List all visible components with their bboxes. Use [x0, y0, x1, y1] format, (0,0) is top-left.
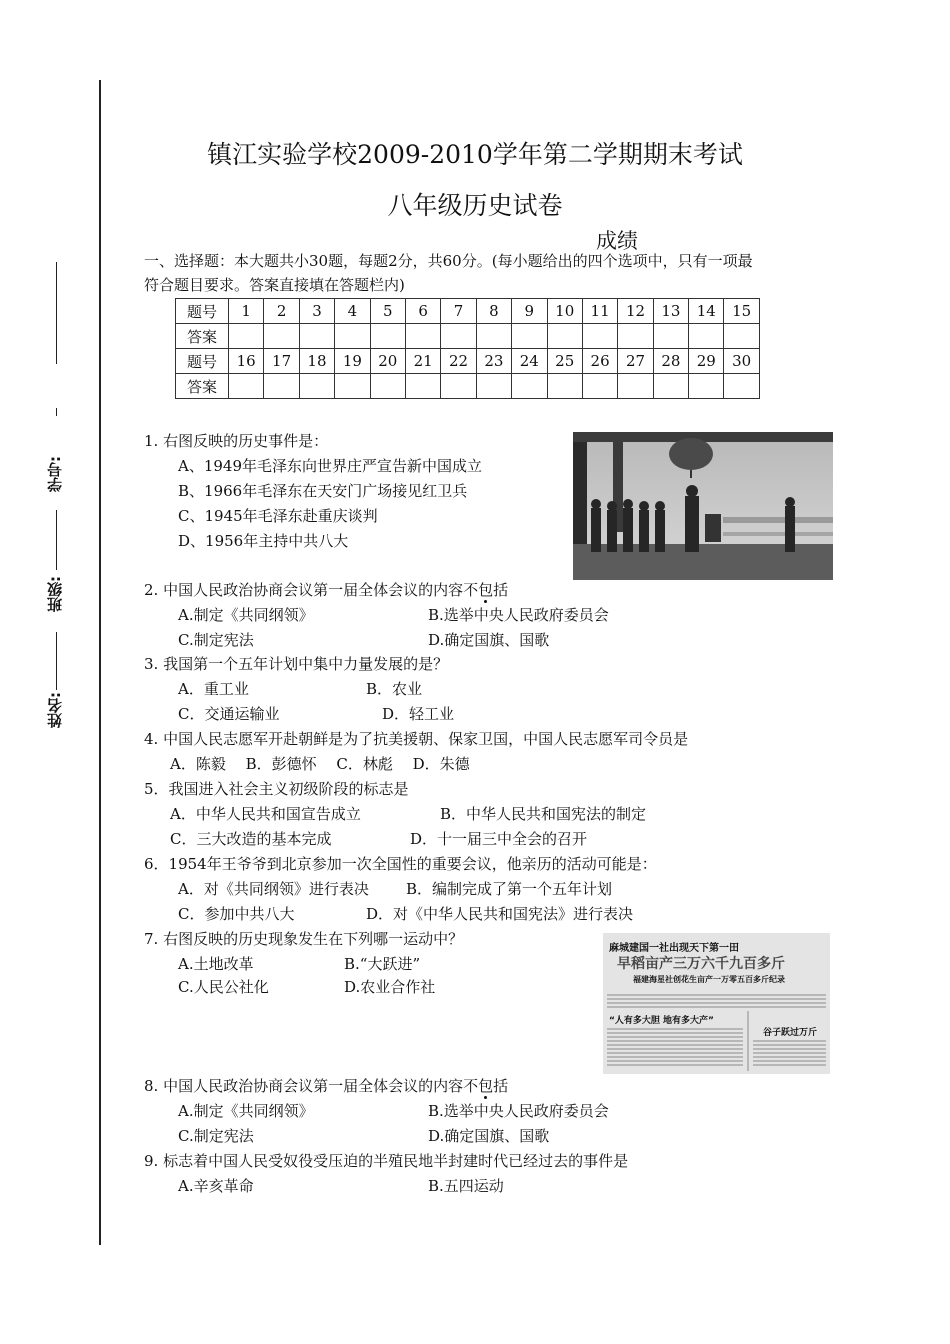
newspaper-headline-2: 早稻亩产三万六千九百多斤 [617, 956, 785, 972]
id-label: 学号: [46, 456, 64, 492]
answer-cell[interactable] [441, 324, 476, 349]
q2-option-c: C.制定宪法 [178, 631, 254, 649]
answer-cell[interactable] [405, 374, 440, 399]
question-number: 8 [476, 299, 511, 324]
q5-stem: 5．我国进入社会主义初级阶段的标志是 [144, 780, 409, 798]
number-row-1 [176, 299, 760, 324]
q2-option-a: A.制定《共同纲领》 [178, 606, 314, 624]
question-number: 16 [229, 349, 264, 374]
question-number: 25 [547, 349, 582, 374]
answer-cell[interactable] [441, 374, 476, 399]
exam-title: 镇江实验学校2009-2010学年第二学期期末考试 [207, 140, 743, 169]
q1-option-a: A、1949年毛泽东向世界庄严宣告新中国成立 [178, 457, 483, 475]
newspaper-headline-1: 麻城建国一社出现天下第一田 [609, 943, 739, 954]
answer-cell[interactable] [582, 324, 617, 349]
q5-option-a: A．中华人民共和国宣告成立 [170, 805, 361, 823]
answer-cell[interactable] [476, 374, 511, 399]
exam-subtitle: 八年级历史试卷 [387, 191, 563, 220]
answer-cell[interactable] [264, 374, 299, 399]
row-header-answer: 答案 [176, 324, 229, 349]
question-number: 1 [229, 299, 264, 324]
q3-option-b: B．农业 [366, 680, 423, 698]
question-number: 17 [264, 349, 299, 374]
answer-cell[interactable] [512, 374, 547, 399]
answer-cell[interactable] [582, 374, 617, 399]
id-tick [56, 408, 57, 416]
question-number: 29 [689, 349, 724, 374]
question-number: 13 [653, 299, 688, 324]
id-underline [56, 262, 57, 364]
question-number: 10 [547, 299, 582, 324]
q9-stem: 9. 标志着中国人民受奴役受压迫的半殖民地半封建时代已经过去的事件是 [144, 1152, 629, 1170]
answer-grid [175, 298, 760, 399]
q6-option-d: D．对《中华人民共和国宪法》进行表决 [366, 905, 634, 923]
question-number: 15 [724, 299, 759, 324]
q2-stem-emphasis: 不包括 [463, 581, 509, 599]
q1-option-c: C、1945年毛泽东赴重庆谈判 [178, 507, 378, 525]
question-number: 26 [582, 349, 617, 374]
answer-cell[interactable] [724, 374, 759, 399]
q3-option-c: C．交通运输业 [178, 705, 280, 723]
question-number: 21 [405, 349, 440, 374]
q4-stem: 4. 中国人民志愿军开赴朝鲜是为了抗美援朝、保家卫国，中国人民志愿军司令员是 [144, 730, 689, 748]
question-number: 14 [689, 299, 724, 324]
answer-cell[interactable] [229, 324, 264, 349]
question-number: 20 [370, 349, 405, 374]
answer-cell[interactable] [724, 324, 759, 349]
question-number: 6 [405, 299, 440, 324]
row-header-number: 题号 [176, 299, 229, 324]
q6-option-b: B．编制完成了第一个五年计划 [406, 880, 613, 898]
question-number: 5 [370, 299, 405, 324]
question-number: 3 [299, 299, 334, 324]
question-number: 4 [335, 299, 370, 324]
q7-stem: 7. 右图反映的历史现象发生在下列哪一运动中？ [144, 930, 464, 948]
q5-option-b: B．中华人民共和国宪法的制定 [440, 805, 647, 823]
question-number: 11 [582, 299, 617, 324]
newspaper-subhead-2: 谷子跃过万斤 [763, 1028, 818, 1038]
q8-stem [144, 1076, 508, 1096]
class-underline [56, 510, 57, 570]
q2-stem [144, 580, 508, 600]
question-number: 24 [512, 349, 547, 374]
q6-stem: 6．1954年王爷爷到北京参加一次全国性的重要会议，他亲历的活动可能是： [144, 855, 657, 873]
answer-cell[interactable] [370, 324, 405, 349]
answer-row-2 [176, 374, 760, 399]
newspaper-subhead-1: “人有多大胆 地有多大产” [609, 1016, 714, 1026]
q3-option-d: D．轻工业 [382, 705, 455, 723]
q2-option-b: B.选举中央人民政府委员会 [428, 606, 609, 624]
q1-historical-photo [573, 432, 833, 580]
question-number: 22 [441, 349, 476, 374]
q2-option-d: D.确定国旗、国歌 [428, 631, 550, 649]
question-number: 28 [653, 349, 688, 374]
q7-option-d: D.农业合作社 [344, 978, 436, 996]
q1-option-b: B、1966年毛泽东在天安门广场接见红卫兵 [178, 482, 468, 500]
q8-option-c: C.制定宪法 [178, 1127, 254, 1145]
answer-cell[interactable] [547, 374, 582, 399]
question-number: 30 [724, 349, 759, 374]
answer-cell[interactable] [476, 324, 511, 349]
q8-option-a: A.制定《共同纲领》 [178, 1102, 314, 1120]
q8-option-b: B.选举中央人民政府委员会 [428, 1102, 609, 1120]
q6-option-c: C．参加中共八大 [178, 905, 295, 923]
answer-cell[interactable] [547, 324, 582, 349]
section-instructions-line1: 一、选择题：本大题共小30题，每题2分，共60分。(每小题给出的四个选项中，只有一项最 [144, 252, 753, 270]
answer-cell[interactable] [653, 374, 688, 399]
q2-stem-text: 2. 中国人民政治协商会议第一届全体会议的内容 [144, 581, 464, 599]
q6-option-a: A．对《共同纲领》进行表决 [178, 880, 369, 898]
q1-stem: 1. 右图反映的历史事件是： [144, 432, 329, 450]
answer-row-1 [176, 324, 760, 349]
answer-cell[interactable] [299, 324, 334, 349]
row-header-answer: 答案 [176, 374, 229, 399]
q7-option-c: C.人民公社化 [178, 978, 269, 996]
q8-option-d: D.确定国旗、国歌 [428, 1127, 550, 1145]
section-instructions-line2: 符合题目要求。答案直接填在答题栏内) [144, 276, 405, 294]
question-number: 2 [264, 299, 299, 324]
q3-option-a: A．重工业 [178, 680, 249, 698]
q4-options: A．陈毅 B．彭德怀 C．林彪 D．朱德 [170, 755, 470, 773]
answer-cell[interactable] [335, 324, 370, 349]
question-number: 7 [441, 299, 476, 324]
answer-cell[interactable] [370, 374, 405, 399]
q5-option-d: D．十一届三中全会的召开 [410, 830, 588, 848]
answer-cell[interactable] [653, 324, 688, 349]
q3-stem: 3. 我国第一个五年计划中集中力量发展的是？ [144, 655, 449, 673]
answer-cell[interactable] [512, 324, 547, 349]
answer-cell[interactable] [335, 374, 370, 399]
answer-cell[interactable] [229, 374, 264, 399]
tiananmen-ceremony-image [573, 432, 833, 580]
answer-cell[interactable] [689, 374, 724, 399]
q1-option-d: D、1956年主持中共八大 [178, 532, 349, 550]
answer-cell[interactable] [618, 374, 653, 399]
name-underline [56, 632, 57, 690]
class-label: 班级: [46, 576, 64, 612]
q7-option-a: A.土地改革 [178, 955, 254, 973]
number-row-2 [176, 349, 760, 374]
question-number: 18 [299, 349, 334, 374]
q7-option-b: B.“大跃进” [344, 955, 421, 973]
question-number: 23 [476, 349, 511, 374]
answer-cell[interactable] [689, 324, 724, 349]
q5-option-c: C．三大改造的基本完成 [170, 830, 332, 848]
q9-option-b: B.五四运动 [428, 1177, 504, 1195]
q7-newspaper-image [603, 933, 830, 1074]
question-number: 27 [618, 349, 653, 374]
answer-cell[interactable] [405, 324, 440, 349]
answer-cell[interactable] [299, 374, 334, 399]
question-number: 19 [335, 349, 370, 374]
question-number: 9 [512, 299, 547, 324]
q8-stem-emphasis: 不包括 [463, 1077, 509, 1095]
q8-stem-text: 8. 中国人民政治协商会议第一届全体会议的内容 [144, 1077, 464, 1095]
answer-cell[interactable] [264, 324, 299, 349]
newspaper-headline-3: 福建海星社创花生亩产一万零五百多斤纪录 [633, 975, 785, 984]
row-header-number: 题号 [176, 349, 229, 374]
q9-option-a: A.辛亥革命 [178, 1177, 254, 1195]
name-label: 姓名: [46, 692, 64, 728]
answer-cell[interactable] [618, 324, 653, 349]
question-number: 12 [618, 299, 653, 324]
score-label: 成绩 [596, 229, 638, 253]
binding-margin-line [99, 80, 101, 1245]
